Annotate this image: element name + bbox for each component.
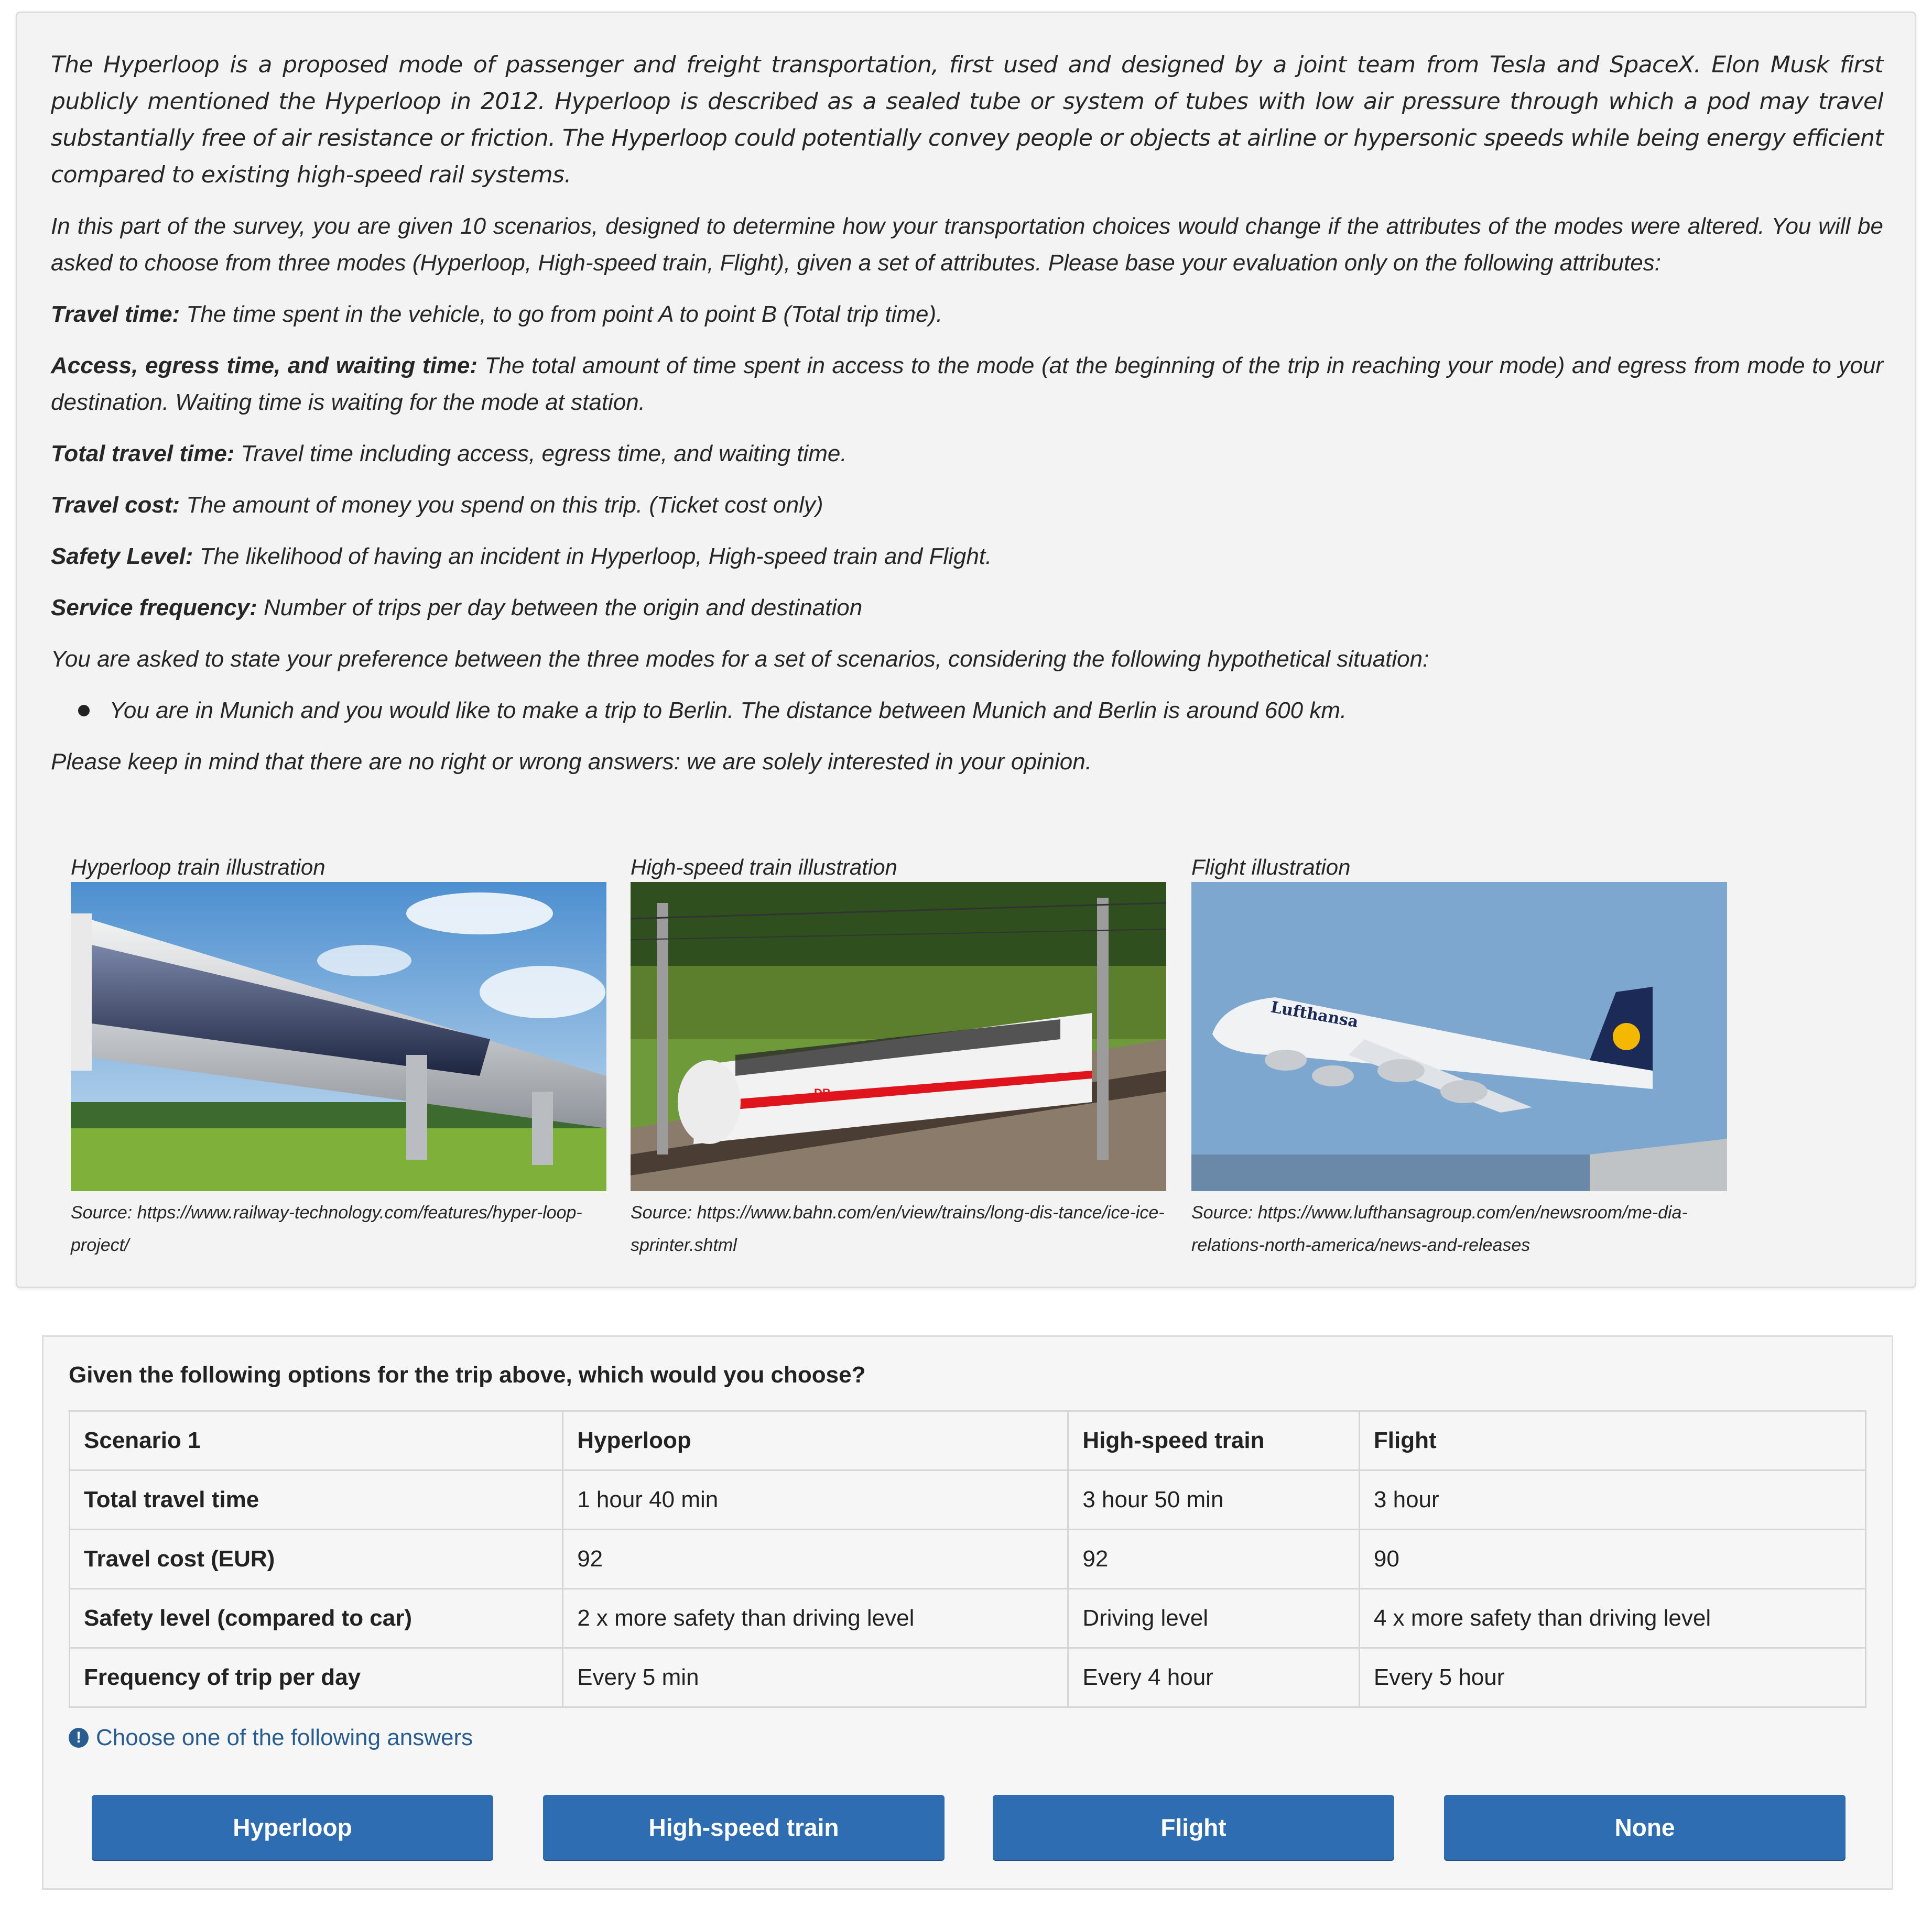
- scenario-table: [69, 1410, 1866, 1708]
- hyperloop-illustration-icon: [71, 882, 606, 1191]
- figure-caption: Hyperloop train illustration: [71, 855, 325, 879]
- table-header-row: [70, 1411, 1866, 1471]
- table-cell: 3 hour: [1359, 1471, 1865, 1530]
- definition-safety-level: [51, 538, 1883, 575]
- definition-term: Access, egress time, and waiting time:: [51, 353, 478, 378]
- scenario-bullet: [51, 692, 1883, 729]
- airplane-illustration-icon: [1191, 882, 1727, 1191]
- definition-text: Number of trips per day between the origin and destination: [257, 595, 863, 620]
- table-cell: 92: [563, 1530, 1068, 1589]
- row-label: Safety level (compared to car): [70, 1589, 563, 1648]
- table-cell: 90: [1359, 1530, 1865, 1589]
- answer-flight-button[interactable]: Flight: [993, 1795, 1394, 1860]
- info-icon: !: [69, 1728, 89, 1748]
- table-header-cell: Hyperloop: [563, 1411, 1068, 1471]
- intro-paragraph-preference: You are asked to state your preference between the three modes for a set of scenarios, considering the following hypothetical situation:: [51, 646, 1429, 672]
- definition-term: Service frequency:: [51, 595, 257, 620]
- intro-paragraph-note: Please keep in mind that there are no right or wrong answers: we are solely interested in your opinion.: [51, 749, 1092, 775]
- definition-total-travel-time: [51, 435, 1883, 472]
- table-cell: Every 4 hour: [1068, 1648, 1360, 1707]
- table-cell: Every 5 min: [563, 1648, 1068, 1707]
- table-header-cell: High-speed train: [1068, 1411, 1360, 1471]
- intro-text: [51, 47, 1883, 795]
- question-panel: [42, 1335, 1893, 1890]
- table-row: [70, 1648, 1866, 1707]
- question-title: Given the following options for the trip above, which would you choose?: [69, 1362, 866, 1388]
- table-cell: 1 hour 40 min: [563, 1471, 1068, 1530]
- answer-none-button[interactable]: None: [1444, 1795, 1846, 1860]
- definition-text: The total amount of time spent in access to the mode (at the beginning of the trip in reaching your mode) and egress from mode to your destination. Waiting time is waiting for the mode at station.: [51, 353, 1884, 415]
- table-cell: 4 x more safety than driving level: [1359, 1589, 1865, 1648]
- definition-text: Travel time including access, egress time, and waiting time.: [234, 441, 847, 466]
- table-cell: 92: [1068, 1530, 1360, 1589]
- lufthansa-livery: Lufthansa: [1269, 998, 1360, 1032]
- definition-text: The time spent in the vehicle, to go from point A to point B (Total trip time).: [180, 301, 943, 327]
- figure-caption: Flight illustration: [1191, 855, 1351, 879]
- bullet-icon: [78, 705, 90, 716]
- definition-term: Travel cost:: [51, 492, 180, 518]
- table-cell: Every 5 hour: [1359, 1648, 1865, 1707]
- table-row: [70, 1530, 1866, 1589]
- definition-term: Total travel time:: [51, 441, 235, 466]
- intro-paragraph-hyperloop: The Hyperloop is a proposed mode of passenger and freight transportation, first used and designed by a joint team from Tesla and SpaceX. Elon Musk first publicly mentioned the Hyperloop in 2012. Hyperloop is described as a sealed tube or system of tubes with low air pressure through which a pod may travel substantially free of air resistance or friction. The Hyperloop could potentially convey people or objects at airline or hypersonic speeds while being energy efficient compared to existing high-speed rail systems.: [51, 51, 1883, 188]
- row-label: Travel cost (EUR): [70, 1530, 563, 1589]
- definition-travel-time: [51, 296, 1883, 333]
- intro-panel: [16, 12, 1916, 1288]
- definition-term: Travel time:: [51, 301, 180, 327]
- table-cell: 2 x more safety than driving level: [563, 1589, 1068, 1648]
- table-row: [70, 1471, 1866, 1530]
- definition-text: The likelihood of having an incident in Hyperloop, High-speed train and Flight.: [193, 543, 992, 569]
- definition-text: The amount of money you spend on this trip. (Ticket cost only): [180, 492, 823, 518]
- answer-hint-text: Choose one of the following answers: [96, 1725, 473, 1750]
- figure-hyperloop: [71, 853, 616, 1261]
- answer-hyperloop-button[interactable]: Hyperloop: [92, 1795, 493, 1860]
- table-row: [70, 1589, 1866, 1648]
- train-illustration-icon: [631, 882, 1166, 1191]
- definition-travel-cost: [51, 487, 1883, 524]
- definition-term: Safety Level:: [51, 543, 193, 569]
- definition-access-egress: [51, 347, 1883, 421]
- figure-flight: [1191, 853, 1736, 1261]
- table-cell: Driving level: [1068, 1589, 1360, 1648]
- row-label: Frequency of trip per day: [70, 1648, 563, 1707]
- intro-paragraph-survey: In this part of the survey, you are given 10 scenarios, designed to determine how your transportation choices would change if the attributes of the modes were altered. You will be asked to choose from three modes (Hyperloop, High-speed train, Flight), given a set of attributes. Please base your evaluation only on the following attributes:: [51, 213, 1883, 276]
- definition-service-frequency: [51, 590, 1883, 626]
- db-badge: DB: [814, 1086, 831, 1099]
- table-header-cell: Scenario 1: [70, 1411, 563, 1471]
- answer-high-speed-train-button[interactable]: High-speed train: [543, 1795, 945, 1860]
- row-label: Total travel time: [70, 1471, 563, 1530]
- figure-source: Source: https://www.lufthansagroup.com/en/newsroom/me-dia-relations-north-america/news-and-releases: [1191, 1203, 1688, 1255]
- scenario-bullet-text: You are in Munich and you would like to make a trip to Berlin. The distance between Munich and Berlin is around 600 km.: [110, 698, 1347, 723]
- table-header-cell: Flight: [1359, 1411, 1865, 1471]
- figure-caption: High-speed train illustration: [631, 855, 897, 879]
- answer-hint: [69, 1725, 473, 1751]
- figure-high-speed-train: [631, 853, 1176, 1261]
- table-cell: 3 hour 50 min: [1068, 1471, 1360, 1530]
- figure-source: Source: https://www.railway-technology.com/features/hyper-loop-project/: [71, 1203, 582, 1255]
- figure-source: Source: https://www.bahn.com/en/view/trains/long-dis-tance/ice-ice-sprinter.shtml: [631, 1203, 1165, 1255]
